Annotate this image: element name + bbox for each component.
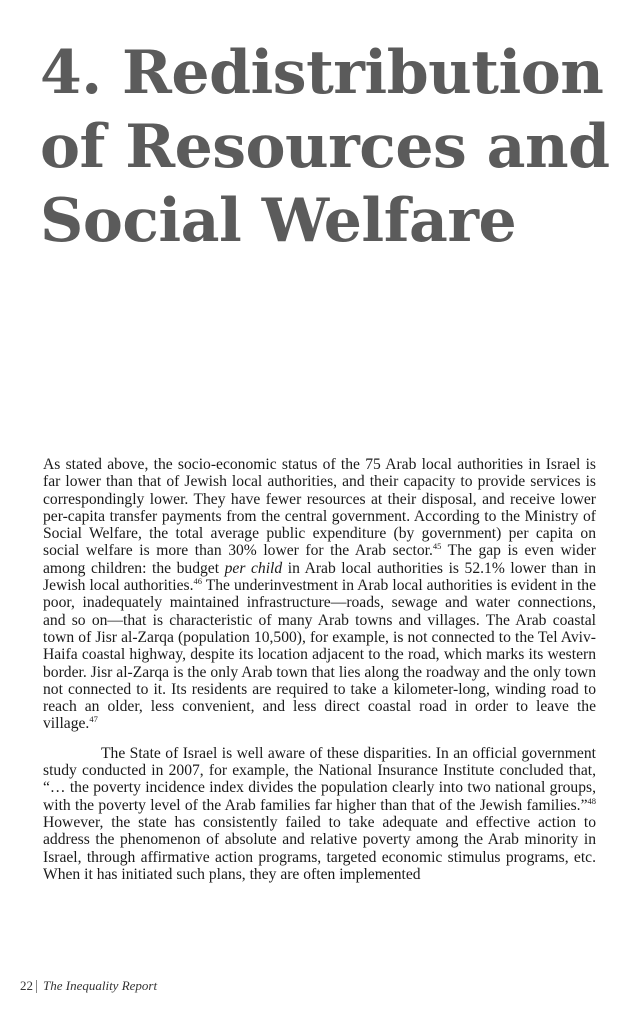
paragraph-text: The State of Israel is well aware of these disparities. In an official government study conducted in 2007, for example, the National Insurance Institute concluded that, “… the poverty incidence index divides the population clearly into two national groups, with the poverty level of the Arab families far higher than that of the Jewish families.” [43,744,596,814]
chapter-title [40,36,620,258]
body-text [43,456,596,883]
chapter-title-line: 4. Redistribution [40,38,604,108]
footnote-ref: 46 [193,576,202,587]
chapter-title-line: Social Welfare [40,186,517,256]
page-number: 22 [20,978,33,993]
footer-divider [36,980,37,993]
emphasis-text: per child [224,559,283,577]
paragraph [43,456,596,733]
paragraph-text: The gap is even wider among children: the budget [43,542,596,577]
paragraph-text: in Arab local authorities is 52.1% lower than in Jewish local authorities. [43,559,596,595]
report-title: The Inequality Report [43,978,158,993]
paragraph-text: However, the state has consistently failed to take adequate and effective action to address the phenomenon of absolute and relative poverty among the Arab minority in Israel, through affirmative action programs, targeted economic stimulus programs, etc. When it has initiated such plans, they are often implemented [43,813,596,883]
footnote-ref: 45 [432,541,442,552]
page-footer [20,978,157,994]
paragraph [43,745,596,883]
footnote-ref: 48 [587,795,596,806]
paragraph-text: The underinvestment in Arab local authorities is evident in the poor, inadequately maintained infrastructure—roads, sewage and water connections, and so on—that is characteristic of many Arab towns and villages. The Arab coastal town of Jisr al-Zarqa (population 10,500), for example, is not connected to the Tel Aviv-Haifa coastal highway, despite its location adjacent to the road, which marks its western border. Jisr al-Zarqa is the only Arab town that lies along the roadway and the only town not connected to it. Its residents are required to take a kilometer-long, winding road to reach an older, less convenient, and less direct coastal road in order to leave the village. [43,577,596,733]
footnote-ref: 47 [89,714,98,725]
chapter-title-line: of Resources and [40,112,610,182]
paragraph-text: As stated above, the socio-economic status of the 75 Arab local authorities in Israel is far lower than that of Jewish local authorities, and their capacity to provide services is correspondingly lower. They have fewer resources at their disposal, and receive lower per-capita transfer payments from the central government. According to the Ministry of Social Welfare, the total average public expenditure (by government) per capita on social welfare is more than 30% lower for the Arab sector. [43,456,596,560]
